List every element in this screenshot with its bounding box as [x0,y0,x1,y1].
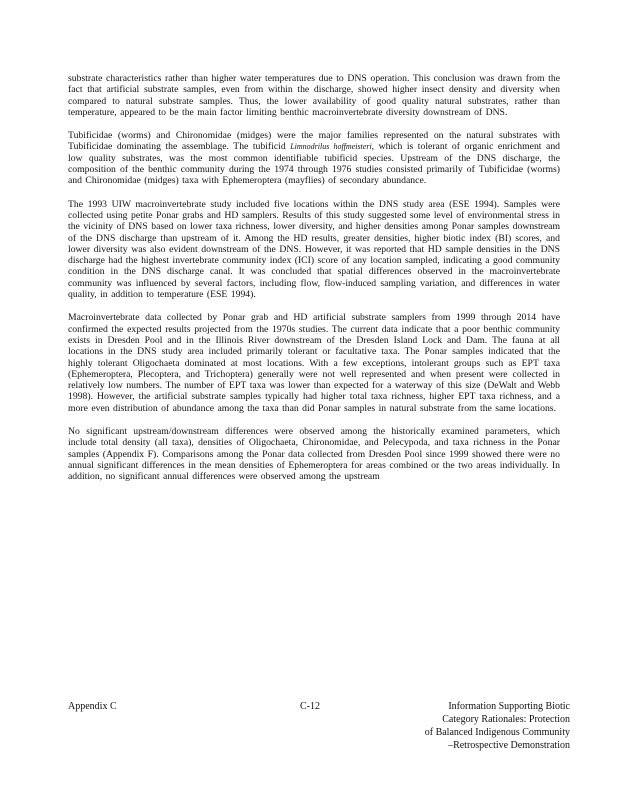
paragraph-tubificidae [68,130,560,186]
paragraph-substrate: substrate characteristics rather than higher water temperatures due to DNS operation. This conclusion was drawn from the fact that artificial substrate samples, even from within the discharge, showed higher insect density and diversity when compared to natural substrate samples. Thus, the lower availability of good quality natural substrates, rather than temperature, appeared to be the main factor limiting benthic macroinvertebrate diversity downstream of DNS. [68,73,560,118]
footer-appendix: Appendix C [68,701,117,712]
footer-title-line-3: of Balanced Indigenous Community [424,727,570,738]
footer-section-title [398,700,570,752]
paragraph-upstream-downstream: No significant upstream/downstream differences were observed among the historically examined parameters, which include total density (all taxa), densities of Oligochaeta, Chironomidae, and Pelecypoda, and taxa richness in the Ponar samples (Appendix F). Comparisons among the Ponar data collected from Dresden Pool since 1999 showed there were no annual significant differences in the mean densities of Ephemeroptera for areas combined or the two areas individually. In addition, no significant annual differences were observed among the upstream [68,426,560,483]
species-name: Limnodrilus hoffmeisteri [290,142,372,152]
footer-title-line-1: Information Supporting Biotic [448,701,570,712]
paragraph-1993-study: The 1993 UIW macroinvertebrate study included five locations within the DNS study area (ESE 1994). Samples were collected using petite Ponar grabs and HD samplers. Results of this study suggested some level of environmental stress in the vicinity of DNS based on lower taxa richness, lower diversity, and higher densities among Ponar samples downstream of the DNS discharge than upstream of it. Among the HD results, greater densities, higher biotic index (BI) scores, and lower diversity was also evident downstream of the DNS. However, it was reported that HD sample densities in the DNS discharge had the highest invertebrate community index (ICI) score of any location sampled, indicating a good community condition in the DNS discharge canal. It was concluded that spatial differences observed in the macroinvertebrate community was influenced by several factors, including flow, flow-induced sampling variation, and differences in water quality, in addition to temperature (ESE 1994). [68,198,560,301]
paragraph-tubificidae-text-b: , which is tolerant of organic enrichment and low quality substrates, was the most common identifiable tubificid species. Upstream of the DNS discharge, the composition of the benthic community during the 1974 through 1976 studies consisted primarily of Tubificidae (worms) and Chironomidae (midges) taxa with Ephemeroptera (mayflies) of secondary abundance. [68,141,561,187]
paragraph-tubificidae-text-a: Tubificidae (worms) and Chironomidae (midges) were the major families represented on the natural substrates with Tubificidae dominating the assemblage. The tubificid [68,130,560,153]
paragraph-macroinvertebrate-data: Macroinvertebrate data collected by Ponar grab and HD artificial substrate samplers from 1999 through 2014 have confirmed the expected results projected from the 1970s studies. The current data indicate that a poor benthic community exists in Dresden Pool and in the Illinois River downstream of the Dresden Island Lock and Dam. The fauna at all locations in the DNS study area included primarily tolerant or facultative taxa. The Ponar samples indicated that the highly tolerant Oligochaeta dominated at most locations. With a few exceptions, intolerant groups such as EPT taxa (Ephemeroptera, Plecoptera, and Trichoptera) generally were not well represented and when present were collected in relatively low numbers. The number of EPT taxa was lower than expected for a waterway of this size (DeWalt and Webb 1998). However, the artificial substrate samples typically had higher total taxa richness, higher EPT taxa richness, and a more even distribution of abundance among the taxa than did Ponar samples in natural substrate from the same locations. [68,312,560,414]
footer-title-line-2: Category Rationales: Protection [442,714,570,725]
footer-page-number: C-12 [300,701,320,712]
body-text [68,73,560,495]
footer-title-line-4: –Retrospective Demonstration [448,740,570,751]
